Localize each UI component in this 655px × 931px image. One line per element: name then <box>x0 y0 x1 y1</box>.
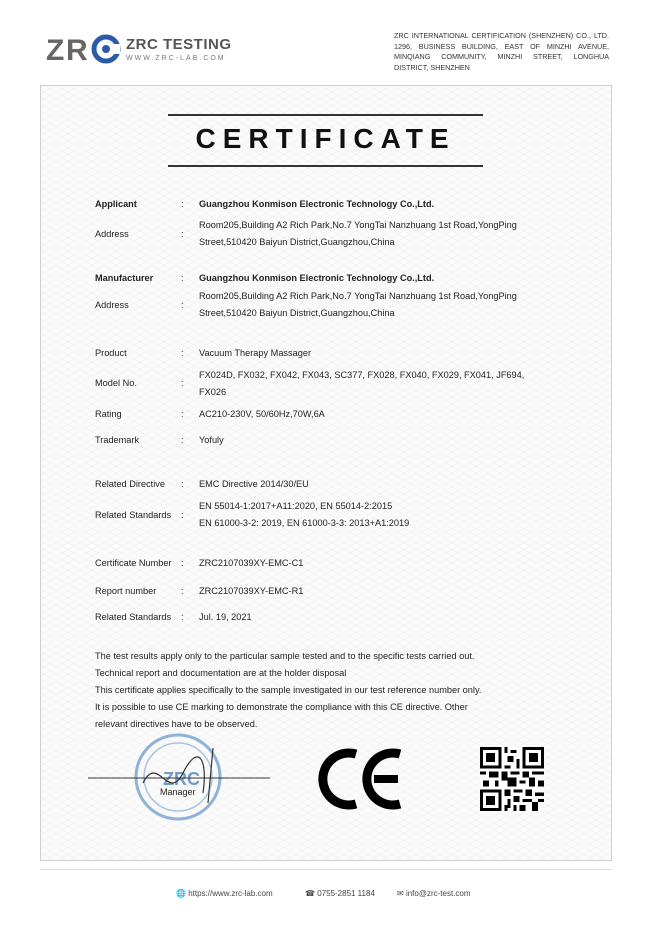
cert-number-value: ZRC2107039XY-EMC-C1 <box>199 558 304 568</box>
applicant-label: Applicant <box>95 199 137 209</box>
colon: : <box>181 612 184 622</box>
colon: : <box>181 229 184 239</box>
standards-line1: EN 55014-1:2017+A11:2020, EN 55014-2:2015 <box>199 501 393 511</box>
certificate-title: CERTIFICATE <box>195 123 456 154</box>
svg-text:Z: Z <box>46 34 65 67</box>
directive-value: EMC Directive 2014/30/EU <box>199 479 309 489</box>
svg-text:R: R <box>66 34 88 67</box>
rating-value: AC210-230V, 50/60Hz,70W,6A <box>199 409 325 419</box>
cert-number-label: Certificate Number <box>95 558 172 568</box>
qr-code <box>480 747 544 811</box>
trademark-value: Yofuly <box>199 435 224 445</box>
date-label: Related Standards <box>95 612 172 622</box>
standards-line2: EN 61000-3-2: 2019, EN 61000-3-3: 2013+A1:2019 <box>199 518 410 528</box>
product-value: Vacuum Therapy Massager <box>199 348 312 358</box>
report-number-label: Report number <box>95 586 157 596</box>
header-address: ZRC INTERNATIONAL CERTIFICATION (SHENZHEN) CO., LTD. 1296, BUSINESS BUILDING, EAST OF MINZHI AVENUE, MINQIANG COMMUNITY, MINZHI STREET, LONGHUA DISTRICT, SHENZHEN <box>394 31 609 72</box>
footer-phone <box>305 889 375 898</box>
applicant-value: Guangzhou Konmison Electronic Technology Co.,Ltd. <box>199 199 435 209</box>
colon: : <box>181 586 184 596</box>
model-label: Model No. <box>95 378 137 388</box>
stamp-signature <box>88 733 273 823</box>
rating-label: Rating <box>95 409 122 419</box>
globe-icon: 🌐 <box>176 889 186 898</box>
colon: : <box>181 300 184 310</box>
footer-web[interactable] <box>176 889 273 898</box>
colon: : <box>181 199 184 209</box>
colon: : <box>181 273 184 283</box>
report-number-value: ZRC2107039XY-EMC-R1 <box>199 586 304 596</box>
date-value: Jul. 19, 2021 <box>199 612 252 622</box>
footer-email-text: info@zrc-test.com <box>405 889 471 898</box>
product-label: Product <box>95 348 127 358</box>
trademark-label: Trademark <box>95 435 140 445</box>
title-top-rule <box>168 114 483 116</box>
statement-line: It is possible to use CE marking to demonstrate the compliance with this CE directive. Other <box>95 702 468 712</box>
colon: : <box>181 510 184 520</box>
statement-line: The test results apply only to the particular sample tested and to the specific tests carried out. <box>95 651 475 661</box>
manufacturer-address-label: Address <box>95 300 129 310</box>
statement-line: relevant directives have to be observed. <box>95 719 258 729</box>
footer-web-text: https://www.zrc-lab.com <box>188 889 273 898</box>
manufacturer-label: Manufacturer <box>95 273 154 283</box>
statement-line: This certificate applies specifically to the sample investigated in our test reference number only. <box>95 685 482 695</box>
stamp-text: ZRC <box>163 769 200 789</box>
logo-text: ZRC TESTING <box>126 36 232 53</box>
applicant-address-line2: Street,510420 Baiyun District,Guangzhou,China <box>199 237 395 247</box>
colon: : <box>181 348 184 358</box>
manufacturer-address-line1: Room205,Building A2 Rich Park,No.7 YongTai Nanzhuang 1st Road,YongPing <box>199 291 517 301</box>
colon: : <box>181 479 184 489</box>
manufacturer-address-line2: Street,510420 Baiyun District,Guangzhou,China <box>199 308 395 318</box>
footer-rule <box>40 869 612 870</box>
logo-url: WWW.ZRC-LAB.COM <box>126 55 226 62</box>
ce-mark <box>318 748 404 810</box>
directive-label: Related Directive <box>95 479 165 489</box>
colon: : <box>181 435 184 445</box>
title-bottom-rule <box>168 165 483 167</box>
phone-icon: ☎ <box>305 889 315 898</box>
colon: : <box>181 378 184 388</box>
colon: : <box>181 558 184 568</box>
footer-phone-text: 0755-2851 1184 <box>317 889 375 898</box>
standards-label: Related Standards <box>95 510 172 520</box>
footer-email[interactable] <box>397 889 471 898</box>
manufacturer-value: Guangzhou Konmison Electronic Technology Co.,Ltd. <box>199 273 435 283</box>
manager-label: Manager <box>160 787 196 797</box>
colon: : <box>181 409 184 419</box>
applicant-address-line1: Room205,Building A2 Rich Park,No.7 YongTai Nanzhuang 1st Road,YongPing <box>199 220 517 230</box>
statement-line: Technical report and documentation are at the holder disposal <box>95 668 347 678</box>
mail-icon: ✉ <box>397 889 404 898</box>
model-line2: FX026 <box>199 387 227 397</box>
applicant-address-label: Address <box>95 229 129 239</box>
model-line1: FX024D, FX032, FX042, FX043, SC377, FX028, FX040, FX029, FX041, JF694, <box>199 370 525 380</box>
